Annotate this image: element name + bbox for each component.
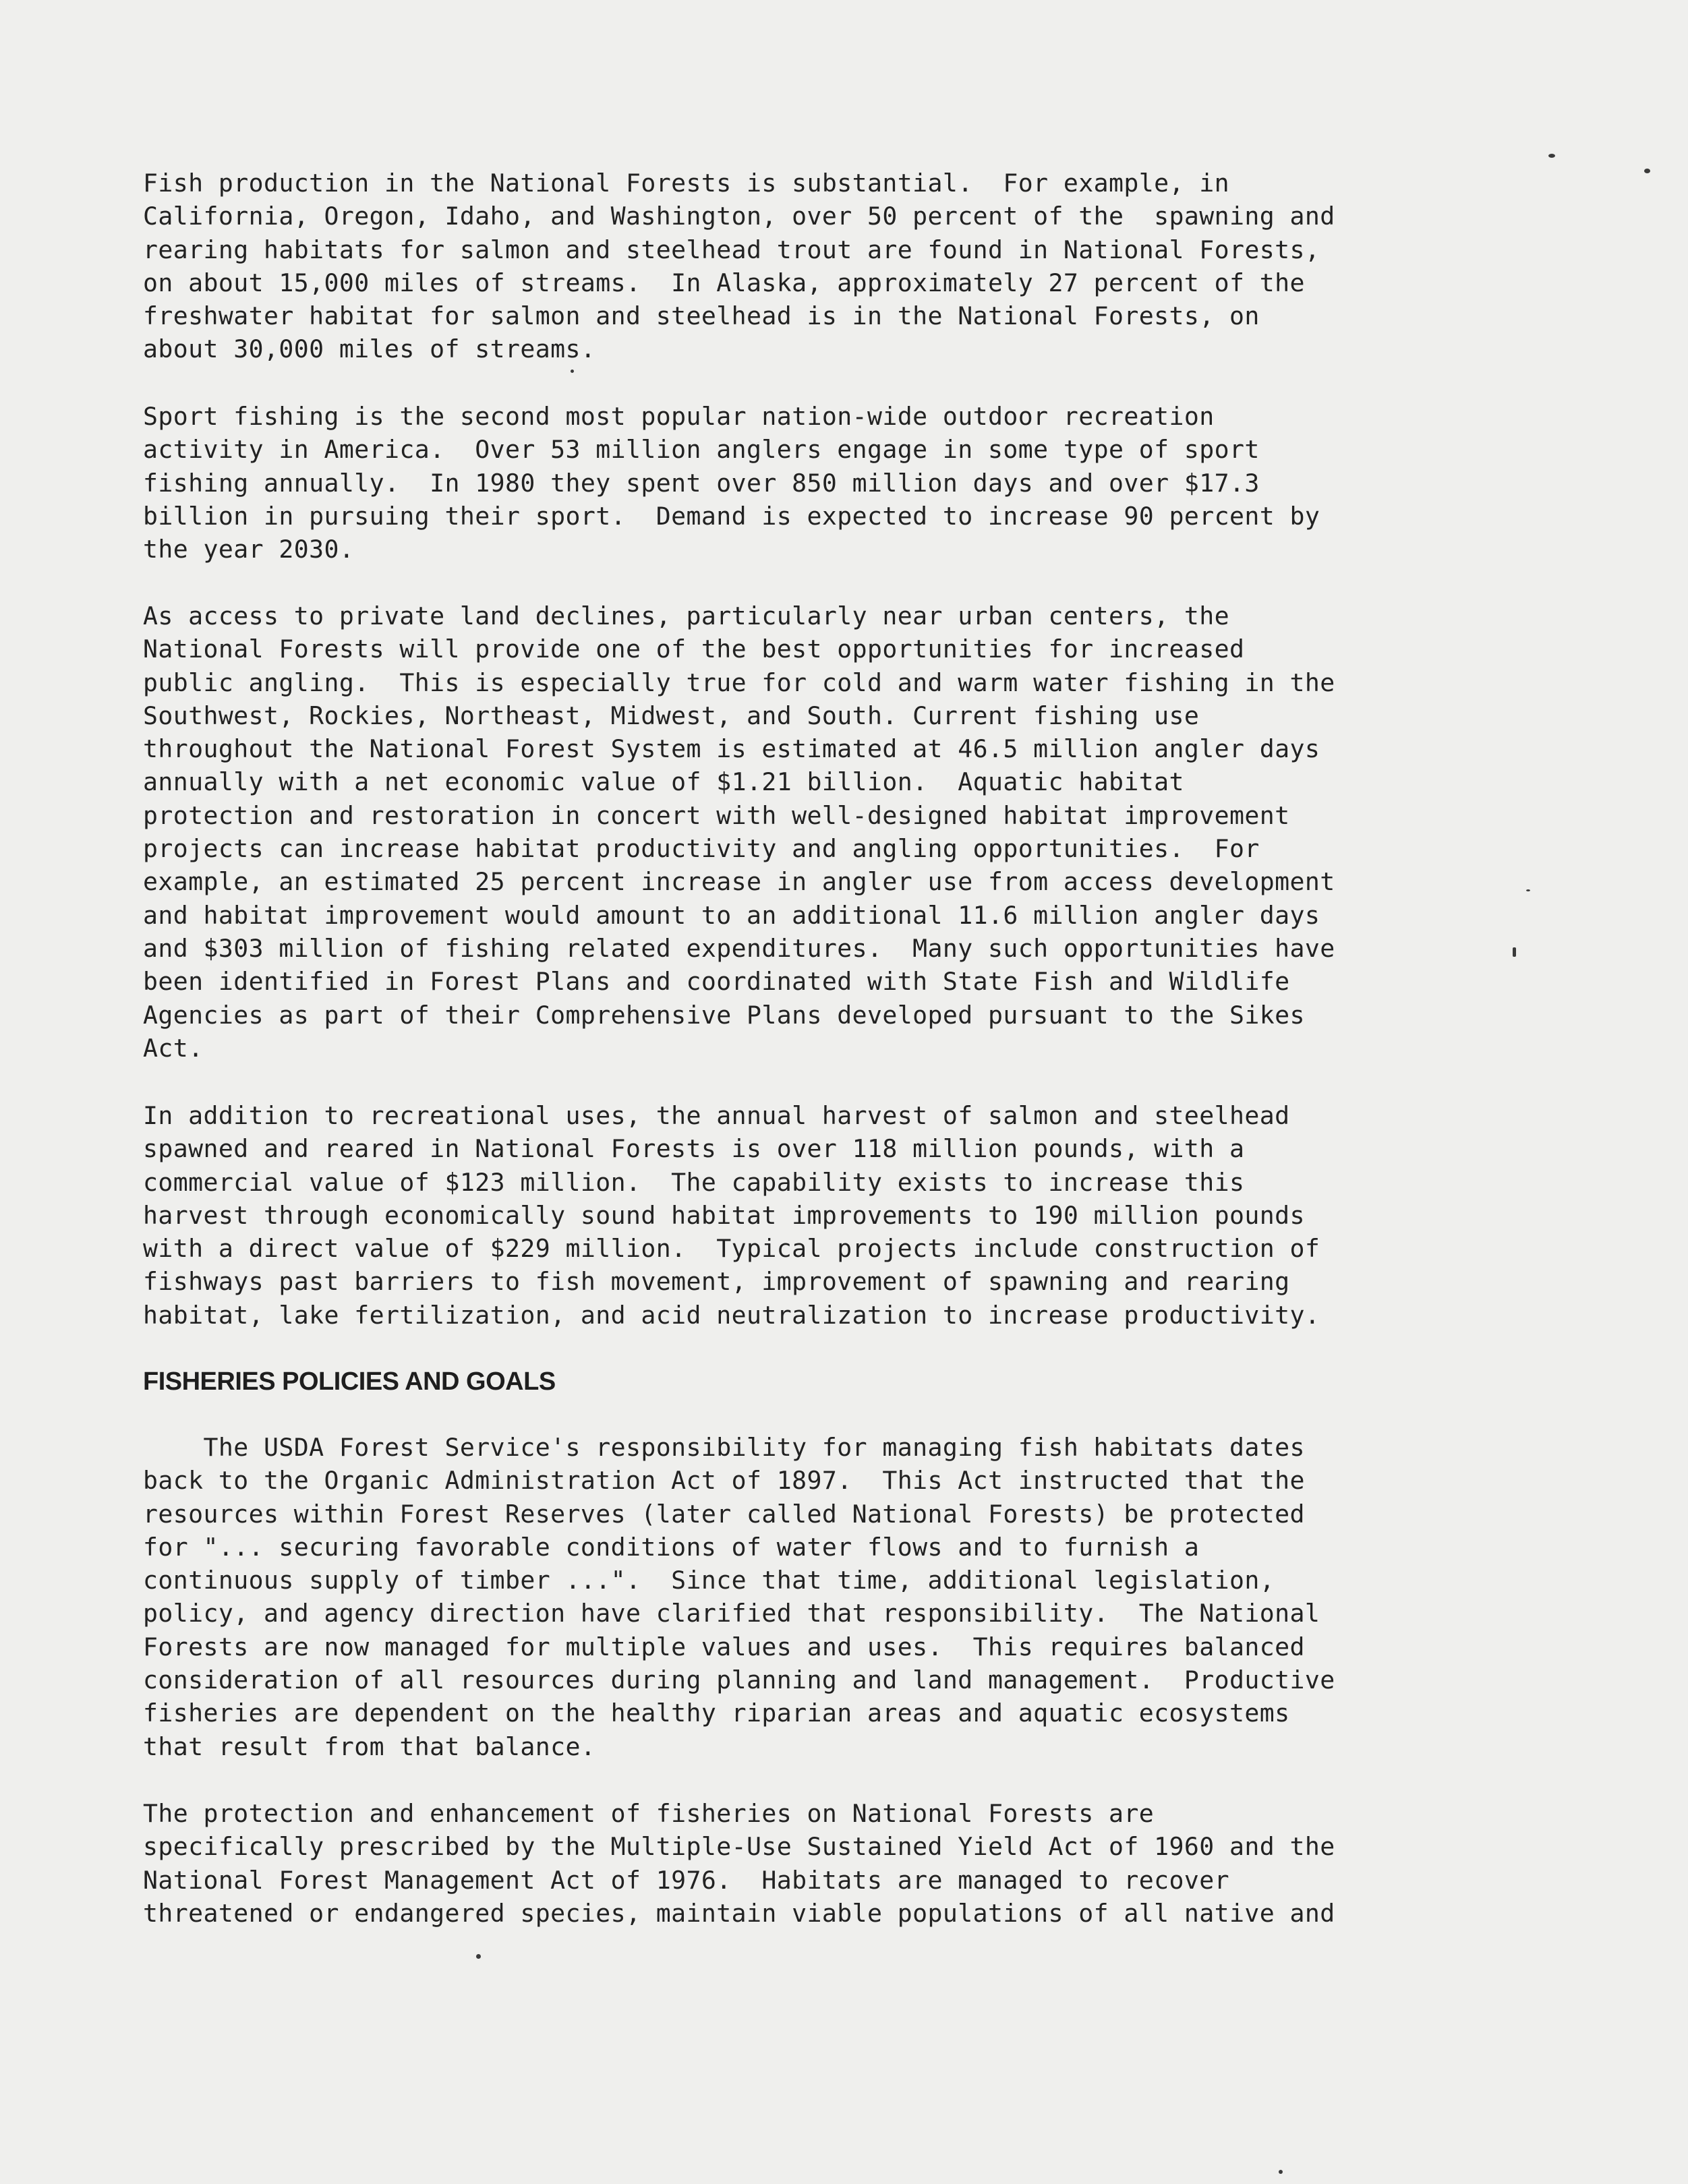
text-line: protection and restoration in concert with well-designed habitat improvement bbox=[143, 800, 1290, 830]
text-line: commercial value of $123 million. The capability exists to increase this bbox=[143, 1167, 1245, 1197]
text-line: freshwater habitat for salmon and steelhead is in the National Forests, on bbox=[143, 301, 1260, 331]
text-line: back to the Organic Administration Act of 1897. This Act instructed that the bbox=[143, 1466, 1305, 1496]
text-line: Sport fishing is the second most popular nation-wide outdoor recreation bbox=[143, 402, 1215, 431]
scan-speck bbox=[1526, 889, 1530, 891]
text-line: the year 2030. bbox=[143, 535, 355, 564]
text-line: and $303 million of fishing related expenditures. Many such opportunities have bbox=[143, 933, 1335, 963]
text-line: Agencies as part of their Comprehensive Plans developed pursuant to the Sikes bbox=[143, 1000, 1305, 1030]
text-line: Forests are now managed for multiple values and uses. This requires balanced bbox=[143, 1632, 1305, 1661]
text-line: The USDA Forest Service's responsibility for managing fish habitats dates bbox=[143, 1433, 1305, 1462]
text-line: about 30,000 miles of streams. bbox=[143, 334, 596, 364]
scan-speck bbox=[1513, 947, 1516, 957]
text-line: Act. bbox=[143, 1033, 204, 1063]
scan-speck bbox=[571, 370, 574, 373]
text-line: continuous supply of timber ...". Since that time, additional legislation, bbox=[143, 1566, 1275, 1595]
text-line: resources within Forest Reserves (later called National Forests) be protected bbox=[143, 1499, 1305, 1529]
text-line: public angling. This is especially true for cold and warm water fishing in the bbox=[143, 668, 1335, 697]
text-line: with a direct value of $229 million. Typical projects include construction of bbox=[143, 1234, 1320, 1264]
text-line: annually with a net economic value of $1.21 billion. Aquatic habitat bbox=[143, 767, 1184, 797]
text-line: threatened or endangered species, maintain viable populations of all native and bbox=[143, 1898, 1335, 1928]
text-line: National Forests will provide one of the best opportunities for increased bbox=[143, 634, 1245, 664]
section-heading: FISHERIES POLICIES AND GOALS bbox=[143, 1367, 556, 1396]
text-line: Fish production in the National Forests is substantial. For example, in bbox=[143, 169, 1229, 198]
text-line: In addition to recreational uses, the annual harvest of salmon and steelhead bbox=[143, 1101, 1290, 1130]
text-line: activity in America. Over 53 million anglers engage in some type of sport bbox=[143, 435, 1260, 465]
text-line: specifically prescribed by the Multiple-Use Sustained Yield Act of 1960 and the bbox=[143, 1832, 1335, 1862]
paragraph-fish-production bbox=[143, 167, 1519, 366]
text-line: spawned and reared in National Forests is over 118 million pounds, with a bbox=[143, 1134, 1245, 1164]
text-line: Southwest, Rockies, Northeast, Midwest, and South. Current fishing use bbox=[143, 701, 1200, 730]
scan-speck bbox=[476, 1954, 481, 1959]
paragraph-private-land-access bbox=[143, 599, 1519, 1065]
text-line: fishways past barriers to fish movement, improvement of spawning and rearing bbox=[143, 1267, 1290, 1297]
text-line: The protection and enhancement of fisheries on National Forests are bbox=[143, 1799, 1155, 1828]
text-line: policy, and agency direction have clarified that responsibility. The National bbox=[143, 1599, 1320, 1628]
text-line: been identified in Forest Plans and coordinated with State Fish and Wildlife bbox=[143, 967, 1290, 997]
scan-speck bbox=[1279, 2170, 1283, 2174]
paragraph-sport-fishing bbox=[143, 400, 1519, 566]
text-line: National Forest Management Act of 1976. Habitats are managed to recover bbox=[143, 1865, 1229, 1895]
text-line: California, Oregon, Idaho, and Washington, over 50 percent of the spawning and bbox=[143, 202, 1335, 231]
paragraph-commercial-harvest bbox=[143, 1099, 1519, 1332]
text-line: habitat, lake fertilization, and acid neutralization to increase productivity. bbox=[143, 1300, 1320, 1330]
text-line: and habitat improvement would amount to an additional 11.6 million angler days bbox=[143, 900, 1320, 930]
paragraph-protection-enhancement bbox=[143, 1797, 1519, 1930]
text-line: billion in pursuing their sport. Demand is expected to increase 90 percent by bbox=[143, 501, 1320, 531]
paragraph-usda-responsibility bbox=[143, 1431, 1519, 1763]
text-line: for "... securing favorable conditions of water flows and to furnish a bbox=[143, 1532, 1200, 1562]
scan-speck bbox=[1644, 169, 1650, 173]
text-line: throughout the National Forest System is estimated at 46.5 million angler days bbox=[143, 734, 1320, 764]
text-line: example, an estimated 25 percent increase in angler use from access development bbox=[143, 867, 1335, 897]
text-line: fishing annually. In 1980 they spent over 850 million days and over $17.3 bbox=[143, 468, 1260, 498]
scan-speck bbox=[1548, 154, 1555, 158]
text-line: that result from that balance. bbox=[143, 1732, 596, 1761]
text-line: harvest through economically sound habitat improvements to 190 million pounds bbox=[143, 1200, 1305, 1230]
text-line: projects can increase habitat productivity and angling opportunities. For bbox=[143, 834, 1260, 864]
text-line: rearing habitats for salmon and steelhead trout are found in National Forests, bbox=[143, 235, 1320, 264]
text-line: consideration of all resources during planning and land management. Productive bbox=[143, 1665, 1335, 1695]
text-line: fisheries are dependent on the healthy riparian areas and aquatic ecosystems bbox=[143, 1699, 1290, 1728]
text-line: on about 15,000 miles of streams. In Alaska, approximately 27 percent of the bbox=[143, 268, 1305, 297]
text-line: As access to private land declines, particularly near urban centers, the bbox=[143, 601, 1229, 630]
